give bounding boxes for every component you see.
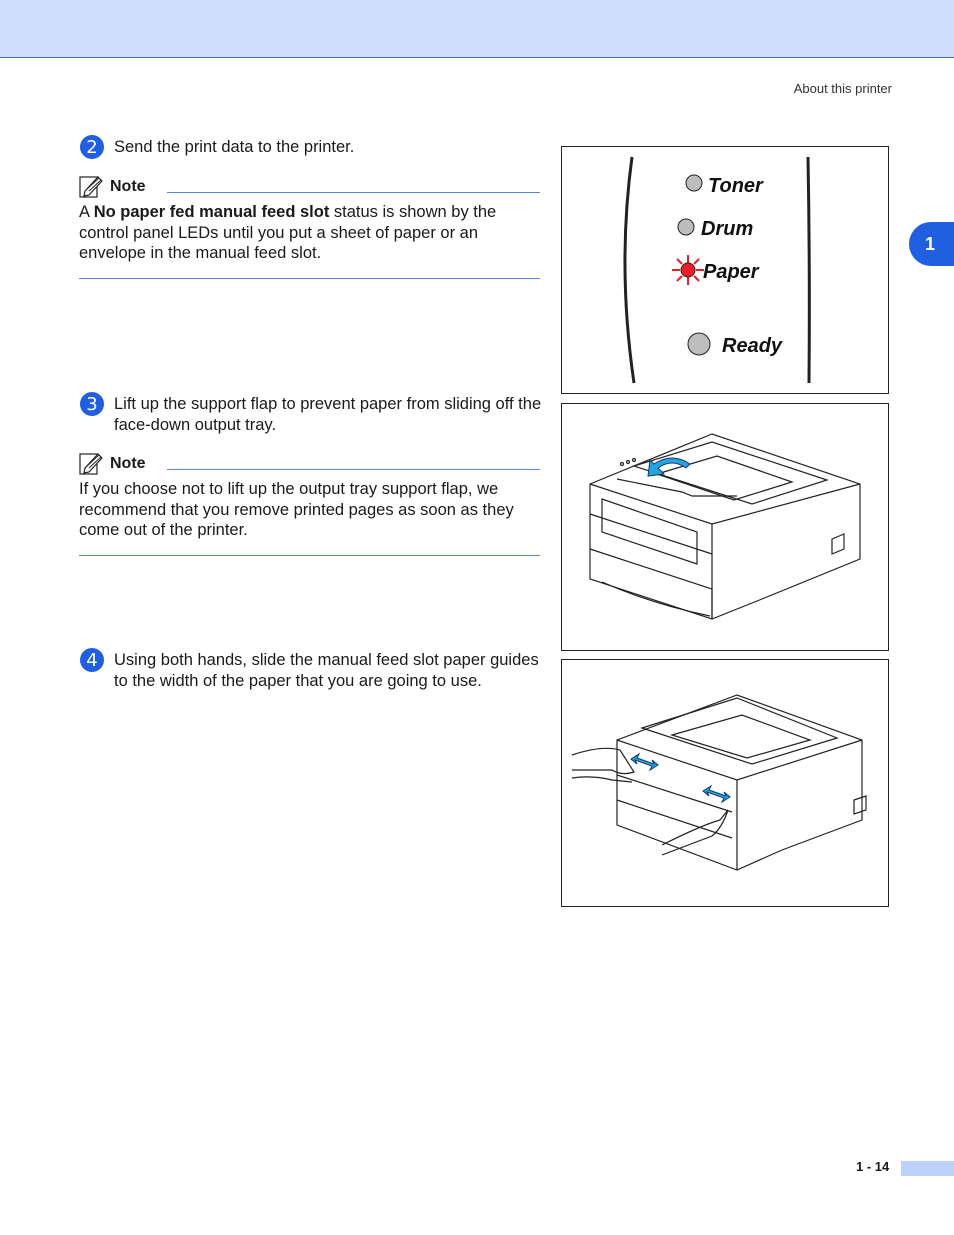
paper-guides-illustration	[562, 660, 888, 906]
note-divider	[79, 555, 540, 556]
note-divider	[79, 278, 540, 279]
toner-led	[686, 175, 764, 197]
pencil-note-icon	[79, 451, 105, 475]
chapter-tab-label: 1	[925, 233, 936, 254]
paper-led	[672, 255, 760, 285]
drum-led-light	[678, 219, 694, 235]
step-2	[80, 135, 550, 158]
step-number-badge: 4	[80, 648, 104, 672]
paper-led-light	[681, 263, 695, 277]
chapter-tab[interactable]	[909, 222, 954, 266]
step-text: Send the print data to the printer.	[114, 138, 355, 156]
step-4	[80, 648, 550, 691]
running-head: About this printer	[793, 81, 892, 96]
page-number: 1 - 14	[856, 1159, 890, 1174]
note-label: Note	[110, 178, 146, 195]
printer-flap-illustration	[562, 404, 888, 650]
toner-label: Toner	[708, 175, 763, 197]
led-panel-illustration	[562, 147, 888, 393]
led-panel-figure	[561, 146, 889, 394]
note-1	[79, 174, 540, 279]
header-band	[0, 0, 954, 58]
note-text: status is shown by the control panel LEDs until you put a sheet of paper or an envelope in the manual feed slot.	[79, 203, 497, 262]
note-body	[79, 202, 540, 264]
drum-led	[678, 218, 753, 240]
note-body: If you choose not to lift up the output tray support flap, we recommend that you remove printed pages as soon as they come out of the printer.	[79, 480, 514, 539]
ready-label: Ready	[722, 335, 783, 357]
note-label: Note	[110, 455, 146, 472]
note-divider	[167, 469, 540, 470]
step-number-badge: 2	[80, 135, 104, 159]
step-text: Lift up the support flap to prevent paper from sliding off the face-down output tray.	[114, 395, 542, 434]
note-divider	[167, 192, 540, 193]
step-text: Using both hands, slide the manual feed slot paper guides to the width of the paper that you are going to use.	[114, 651, 539, 690]
paper-label: Paper	[703, 261, 759, 283]
step-number-badge: 3	[80, 392, 104, 416]
note-2	[79, 451, 540, 556]
toner-led-light	[686, 175, 702, 191]
page-number-bar	[901, 1161, 954, 1176]
paper-guides-figure	[561, 659, 889, 907]
status-name: No paper fed manual feed slot	[93, 203, 330, 221]
step-3	[80, 392, 550, 435]
note-text: A	[79, 203, 94, 221]
drum-label: Drum	[701, 218, 754, 240]
pencil-note-icon	[79, 174, 105, 198]
ready-led	[688, 333, 783, 357]
ready-led-light	[688, 333, 710, 355]
printer-flap-figure	[561, 403, 889, 651]
